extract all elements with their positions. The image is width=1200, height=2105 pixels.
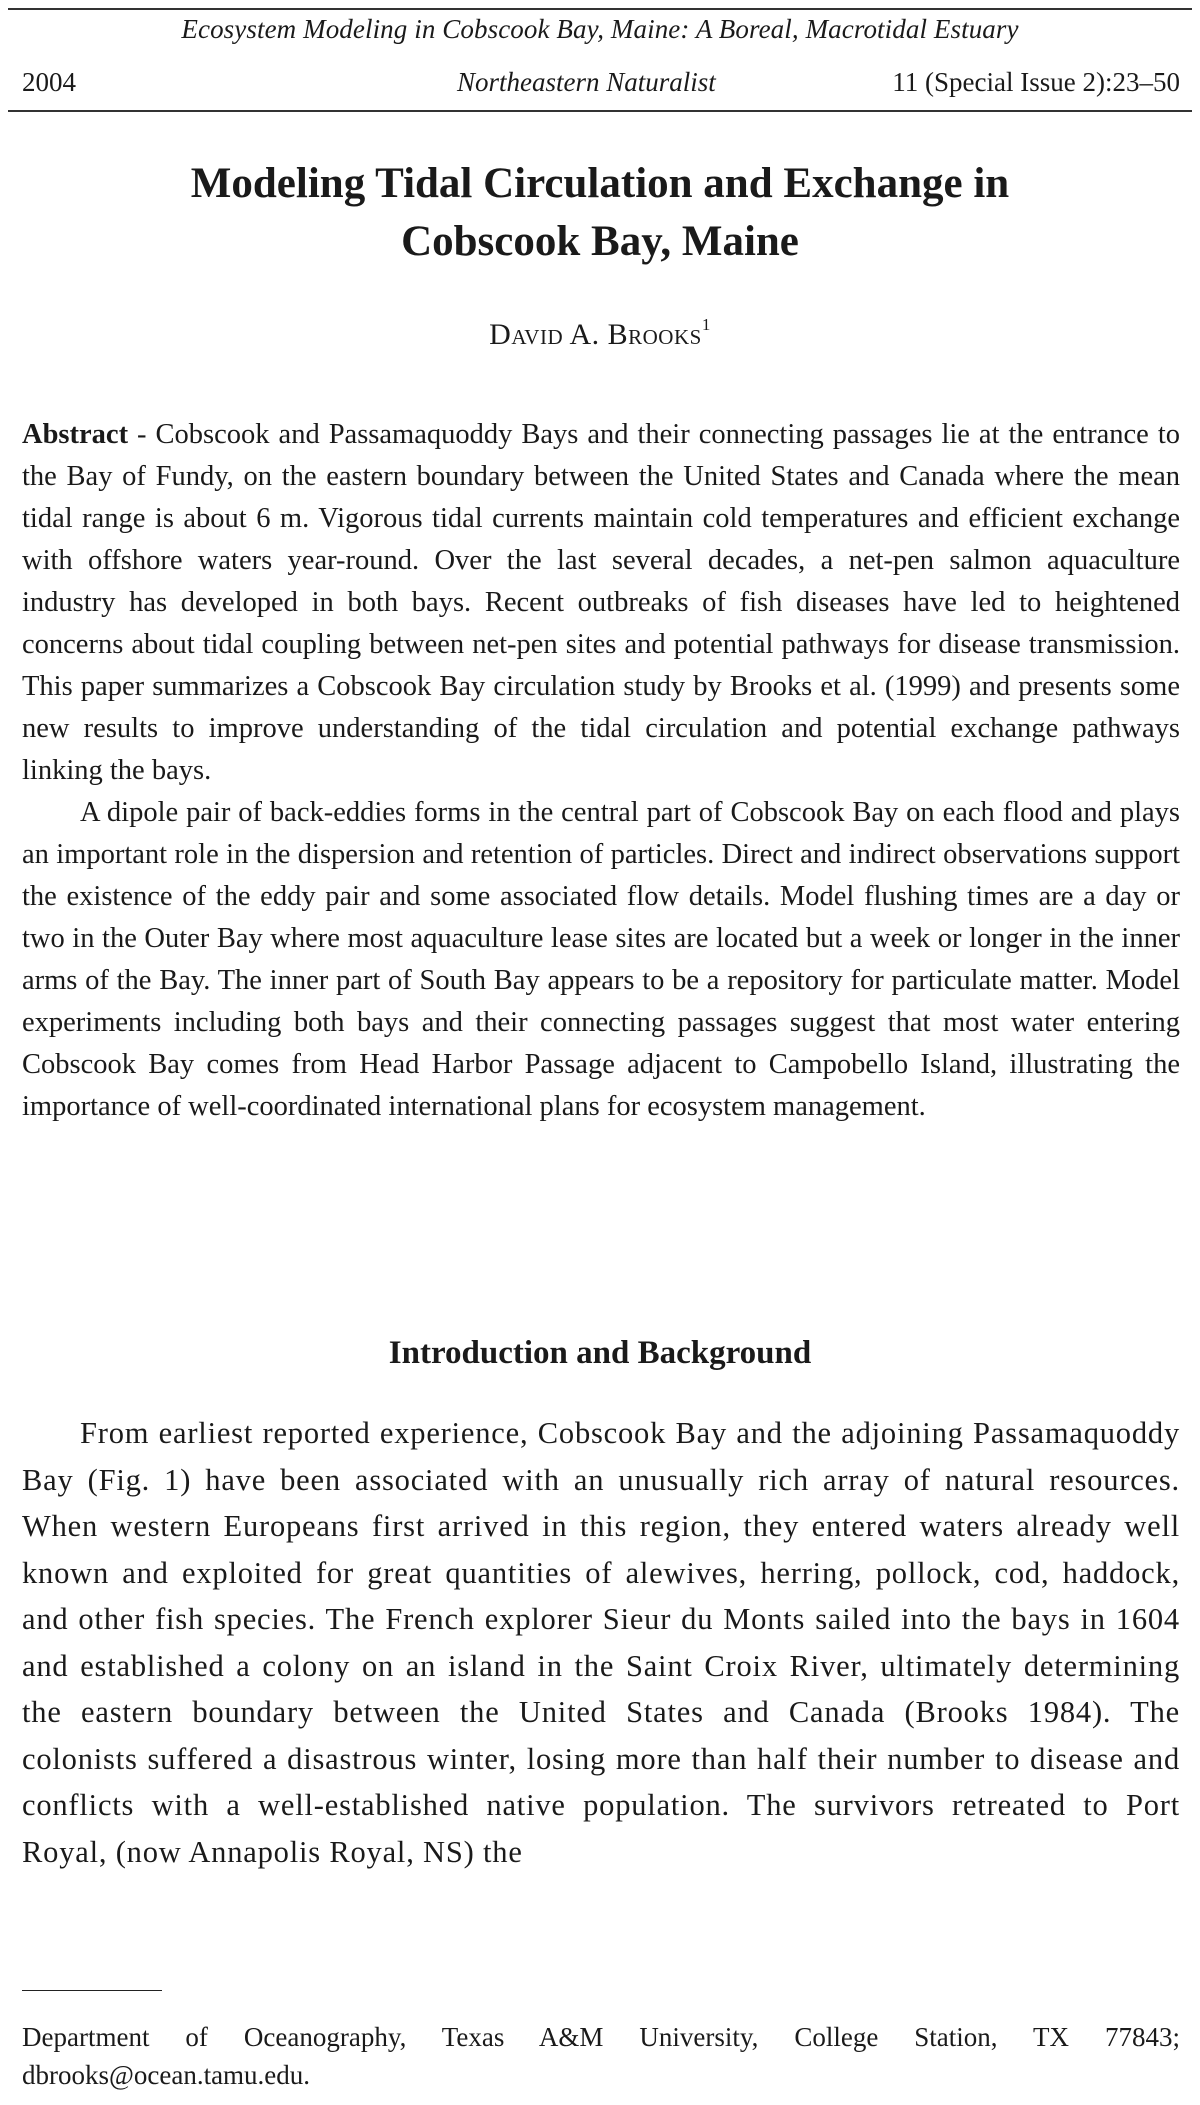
abstract — [22, 414, 1180, 1128]
article-title-line1: Modeling Tidal Circulation and Exchange in — [190, 160, 1010, 207]
article-title — [0, 155, 1200, 271]
abstract-text-1: Cobscook and Passamaquoddy Bays and their connecting passages lie at the entrance to the Bay of Fundy, on the eastern boundary between the United States and Canada where the mean tidal range is about 6 m. Vigorous tidal currents maintain cold temperatures and efficient exchange with offshore waters year-round. Over the last several decades, a net-pen salmon aquaculture industry has developed in both bays. Recent outbreaks of fish diseases have led to heightened concerns about tidal coupling between net-pen sites and potential pathways for disease transmission. This paper summarizes a Cobscook Bay circulation study by Brooks et al. (1999) and presents some new results to improve understanding of the tidal circulation and potential exchange pathways linking the bays. — [22, 419, 1180, 786]
series-title: Ecosystem Modeling in Cobscook Bay, Maine: A Boreal, Macrotidal Estuary — [181, 14, 1019, 44]
article-title-line2: Cobscook Bay, Maine — [401, 218, 799, 265]
author-name: David A. Brooks — [489, 318, 702, 351]
section-heading-introduction: Introduction and Background — [388, 1335, 812, 1371]
abstract-paragraph-1 — [22, 414, 1180, 792]
abstract-label: Abstract — [22, 419, 129, 450]
publication-year: 2004 — [22, 67, 76, 97]
introduction-paragraph-1: From earliest reported experience, Cobscook Bay and the adjoining Passamaquoddy Bay (Fig. 1) have been associated with an unusually rich array of natural resources. When western Europeans first arrived in this region, they entered waters already well known and exploited for great quantities of alewives, herring, pollock, cod, haddock, and other fish species. The French explorer Sieur du Monts sailed into the bays in 1604 and established a colony on an island in the Saint Croix River, ultimately determining the eastern boundary between the United States and Canada (Brooks 1984). The colonists suffered a disastrous winter, losing more than half their number to disease and conflicts with a well-established native population. The survivors retreated to Port Royal, (now Annapolis Royal, NS) the — [22, 1416, 1180, 1869]
author-line — [0, 315, 1200, 352]
author-affiliation-footnote: Department of Oceanography, Texas A&M University, College Station, TX 77843; dbrooks@ocean.tamu.edu. — [22, 2022, 1180, 2090]
abstract-separator: - — [128, 419, 156, 450]
introduction-body — [22, 1410, 1180, 1875]
running-head — [22, 67, 1180, 103]
footnote-rule — [22, 1990, 162, 1991]
journal-name: Northeastern Naturalist — [457, 67, 716, 97]
issue-pages: 11 (Special Issue 2):23–50 — [892, 67, 1180, 97]
header-top-rule — [8, 8, 1192, 10]
abstract-paragraph-2: A dipole pair of back-eddies forms in the central part of Cobscook Bay on each flood and plays an important role in the dispersion and retention of particles. Direct and indirect observations support the existence of the eddy pair and some associated flow details. Model flushing times are a day or two in the Outer Bay where most aquaculture lease sites are located but a week or longer in the inner arms of the Bay. The inner part of South Bay appears to be a repository for particulate matter. Model experiments including both bays and their connecting passages suggest that most water entering Cobscook Bay comes from Head Harbor Passage adjacent to Campobello Island, illustrating the importance of well-coordinated international plans for ecosystem management. — [22, 797, 1180, 1122]
author-footnote-mark: 1 — [701, 315, 711, 334]
header-bottom-rule — [8, 110, 1192, 112]
